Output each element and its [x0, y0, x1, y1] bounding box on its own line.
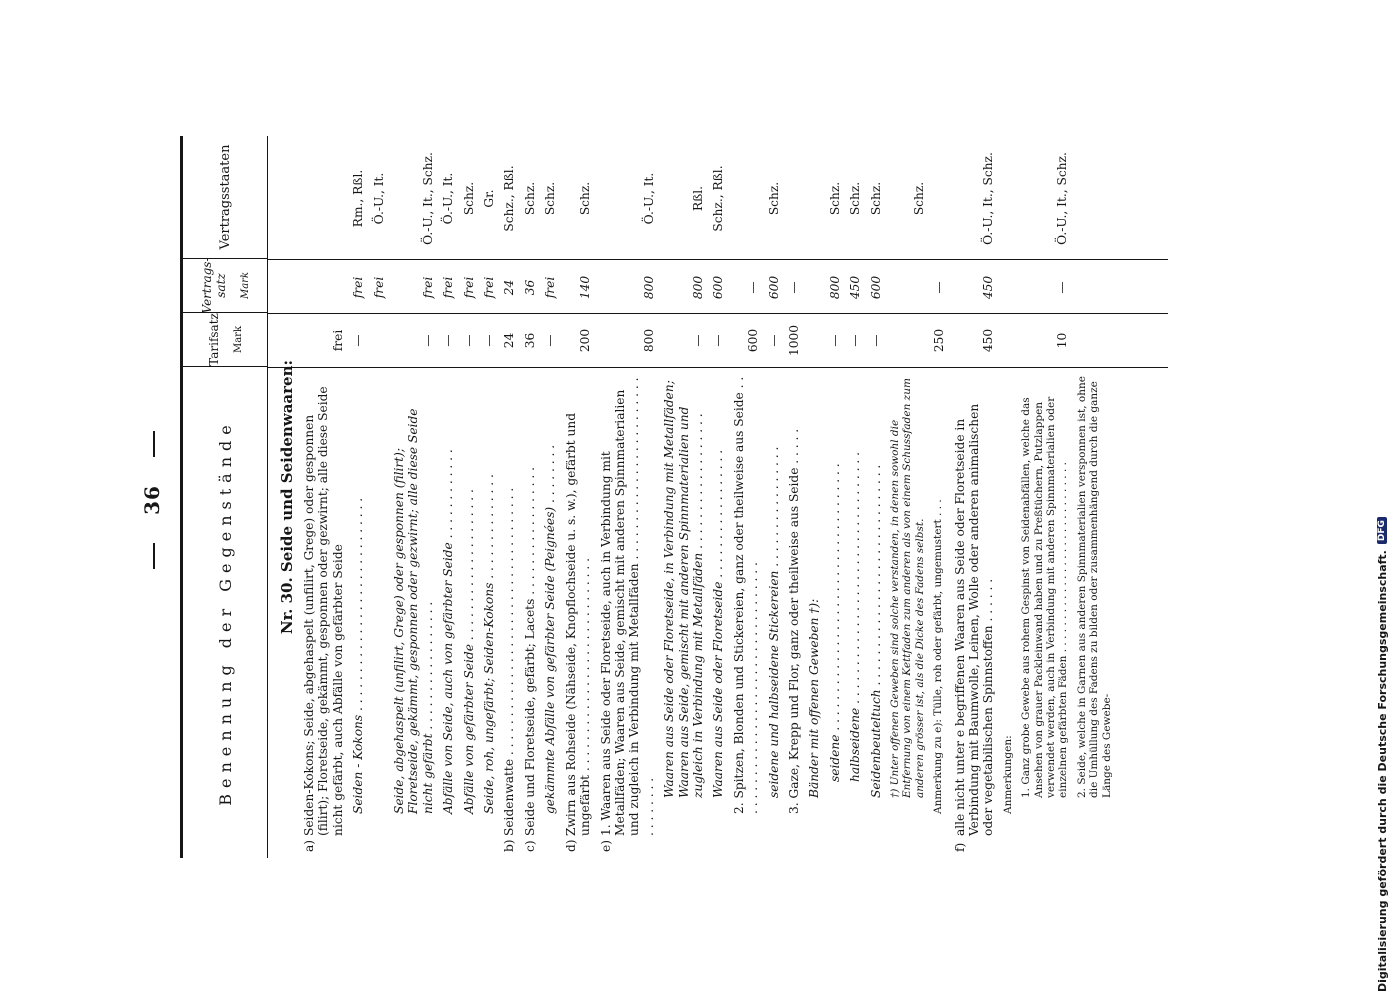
header-tariff-unit: Mark — [232, 325, 244, 354]
row-contract-states: Schz. — [578, 181, 593, 216]
row-text: 1. Waaren aus Seide oder Floretseide, auch in Verbindung mit Metallfäden; Waaren aus Seide, gemischt mit anderen Spinnmaterialien und zugleich in Verbindung mit Metallfäden . . . . . . . . . . . . . . . . . . . . . . . . . . . . . . . . — [598, 377, 656, 836]
header-contract-label: Vertrags-satz — [199, 257, 228, 314]
table-row — [848, 136, 862, 858]
row-description — [543, 367, 557, 858]
row-spacer — [1113, 136, 1119, 858]
row-description — [869, 367, 883, 858]
row-description — [807, 367, 821, 858]
row-label: a) — [302, 839, 316, 852]
row-contract-states: Schz., Rßl. — [502, 165, 517, 232]
row-tariff-rate: — — [351, 334, 366, 347]
row-description — [523, 367, 537, 858]
table-row — [767, 136, 781, 858]
entries — [276, 136, 1119, 858]
row-text: 1. Ganz grobe Gewebe aus rohem Gespinst von Seidenabfällen, welche das Ansehen von grauer Packleinwand haben und zu Preßtüchern, Putzlappen verwendet werden, auch in Verbindung mit anderen Spinnmaterialien oder einzelnen gefärbten Fäden . . . . . . . . . . . . . . . . . . . . . . . . . . . . . — [1020, 396, 1070, 798]
table-row — [523, 136, 537, 858]
row-description — [1020, 367, 1070, 858]
row-description — [767, 367, 781, 858]
table-row — [482, 136, 496, 858]
row-tariff-rate: — — [848, 334, 863, 347]
table-row — [787, 136, 801, 858]
row-contract-rate: 36 — [522, 279, 537, 296]
row-description — [848, 367, 862, 858]
row-tariff-rate: — — [690, 334, 705, 347]
row-description — [372, 367, 386, 858]
row-text: Abfälle von Seide, auch von gefärbter Seide . . . . . . . . . . . . — [441, 449, 456, 814]
table-row — [889, 136, 926, 858]
page-number — [140, 0, 164, 1000]
row-text: Anmerkung zu e): Tülle, roh oder gefärbt, ungemustert . . . — [932, 499, 945, 814]
row-contract-rate: 600 — [711, 275, 726, 300]
row-contract-rate: — — [932, 281, 947, 294]
row-contract-states: Rßl. — [690, 185, 705, 212]
row-description — [787, 367, 801, 858]
row-description — [564, 367, 593, 858]
table-row — [564, 136, 593, 858]
row-contract-rate: frei — [543, 276, 558, 299]
row-contract-states: Schz., Rßl. — [711, 165, 726, 232]
row-contract-rate: frei — [420, 276, 435, 299]
row-contract-rate: frei — [371, 276, 386, 299]
row-text: seidene . . . . . . . . . . . . . . . . . . . . . . . . . . . . . . . . . . . — [827, 463, 842, 782]
row-description — [1002, 367, 1014, 858]
row-text: 2. Seide, welche in Garnen aus anderen Spinnmaterialien versponnen ist, ohne die Umhüllung des Fadens zu bilden oder zusammenhängend durch die ganze Länge des Gewebe- — [1075, 376, 1113, 798]
row-contract-states: Schz. — [911, 181, 926, 216]
row-contract-states: Schz. — [522, 181, 537, 216]
row-tariff-rate: 250 — [932, 328, 947, 353]
row-text: Seide, roh, ungefärbt; Seiden-Kokons . . . . . . . . . . . . . . — [482, 474, 497, 814]
dash-right — [153, 431, 155, 457]
row-contract-states: Ö.-U., It., Schz. — [981, 152, 996, 245]
row-text: Seidenwatte . . . . . . . . . . . . . . . . . . . . . . . . . . . . . . . . . . . — [502, 487, 517, 836]
row-label: b) — [502, 839, 517, 852]
row-tariff-rate: — — [868, 334, 883, 347]
row-contract-states: Schz. — [461, 181, 476, 216]
row-contract-rate: 800 — [641, 275, 656, 300]
funding-note — [1375, 0, 1389, 1000]
row-contract-rate: 24 — [502, 279, 517, 296]
row-contract-rate: 140 — [578, 275, 593, 300]
tariff-table — [180, 136, 1168, 858]
page-number-text: 36 — [140, 485, 164, 515]
table-row — [462, 136, 476, 858]
table-row — [372, 136, 386, 858]
row-description — [441, 367, 455, 858]
table-row — [543, 136, 557, 858]
row-tariff-rate: — — [482, 334, 497, 347]
row-label: d) — [563, 839, 578, 852]
row-tariff-rate: — — [543, 334, 558, 347]
table-row — [302, 136, 345, 858]
row-contract-states: Gr. — [482, 189, 497, 208]
row-contract-states: Schz. — [543, 181, 558, 216]
table-row — [953, 136, 996, 858]
row-contract-states: Ö.-U., It. — [641, 172, 656, 225]
row-description — [889, 367, 926, 858]
dash-left — [153, 543, 155, 569]
row-tariff-rate: 600 — [746, 328, 761, 353]
row-contract-states: Schz. — [827, 181, 842, 216]
row-contract-rate: 600 — [868, 275, 883, 300]
table-header — [183, 136, 267, 858]
row-contract-states: Schz. — [766, 181, 781, 216]
row-tariff-rate: 24 — [502, 332, 517, 349]
row-tariff-rate: 800 — [641, 328, 656, 353]
row-tariff-rate: 10 — [1055, 332, 1070, 349]
row-contract-rate: — — [786, 281, 801, 294]
row-contract-rate: frei — [461, 276, 476, 299]
row-description — [932, 367, 946, 858]
header-contract-states: Vertragsstaaten — [217, 144, 233, 250]
row-description — [828, 367, 842, 858]
table-row — [1020, 136, 1070, 858]
row-description — [953, 367, 996, 858]
row-tariff-rate: 1000 — [786, 324, 801, 357]
row-text: Zwirn aus Rohseide (Nähseide, Knopflochseide u. s. w.), gefärbt und ungefärbt . . . . . . . . . . . . . . . . . . . . . . . . . . . . — [563, 412, 593, 836]
table-row — [662, 136, 705, 858]
row-text: seidene und halbseidene Stickereien . . . . . . . . . . . . . . . . — [766, 446, 781, 798]
row-text: Seide, abgehaspelt (unfilirt, Grege) oder gesponnen (filirt); Floretseide, gekämmt, gesponnen oder gezwirnt; alle diese Seide nicht gefärbt . . . . . . . . . . . . . . . . . — [392, 408, 435, 814]
row-contract-rate: 450 — [981, 275, 996, 300]
row-text: gekämmte Abfälle von gefärbter Seide (Peignées) . . . . . . . . — [543, 444, 558, 814]
table-body — [268, 136, 1168, 858]
row-contract-rate: frei — [441, 276, 456, 299]
row-text: Seiden-Kokons; Seide, abgehaspelt (unfilirt, Grege) oder gesponnen (filirt); Floretseide, gekämmt, gesponnen oder gezwirnt; alle diese Seide nicht gefärbt, auch Abfälle von gefärbter Seide — [302, 386, 345, 836]
row-contract-rate: frei — [351, 276, 366, 299]
row-description — [482, 367, 496, 858]
row-tariff-rate: — — [461, 334, 476, 347]
row-description — [392, 367, 435, 858]
row-label: c) — [522, 840, 537, 852]
table-row — [711, 136, 725, 858]
row-text: Seidenbeuteltuch . . . . . . . . . . . . . . . . . . . . . . . . . . . . . — [868, 464, 883, 798]
row-contract-states: Ö.-U., It. — [371, 172, 386, 225]
table-row — [807, 136, 821, 858]
row-text: Abfälle von gefärbter Seide . . . . . . . . . . . . . . . . . . . . — [461, 489, 476, 814]
row-label: e) — [598, 840, 613, 852]
header-tariff-rate — [183, 312, 267, 366]
table-row — [1002, 136, 1014, 858]
row-text: Anmerkungen: — [1001, 735, 1014, 814]
row-label: f) — [952, 842, 967, 852]
table-row — [932, 136, 946, 858]
row-contract-rate: 800 — [690, 275, 705, 300]
table-row — [732, 136, 761, 858]
row-description — [662, 367, 705, 858]
row-text: 2. Spitzen, Blonden und Stickereien, ganz oder theilweise aus Seide . . . . . . . . . . . . . . . . . . . . . . . . . . . . . . . . . . . — [731, 376, 761, 814]
section-title: Nr. 30. Seide und Seidenwaaren: — [278, 359, 296, 635]
row-contract-states: Ö.-U., It., Schz. — [1055, 152, 1070, 245]
header-contract-rate — [183, 258, 267, 312]
table-row — [599, 136, 657, 858]
row-text: alle nicht unter e begriffenen Waaren aus Seide oder Floretseide in Verbindung mit Baumwolle, Leinen, Wolle oder anderen animalischen oder vegetabilischen Spinnstoffen . . . . . . — [952, 403, 996, 836]
row-description — [302, 367, 345, 858]
row-tariff-rate: 450 — [981, 328, 996, 353]
row-contract-rate: 450 — [848, 275, 863, 300]
header-tariff-label: Tarifsatz — [206, 313, 221, 366]
funding-text: Digitalisierung gefördert durch die Deutsche Forschungsgemeinschaft. — [1375, 550, 1389, 992]
row-contract-states: Ö.-U., It. — [441, 172, 456, 225]
row-tariff-rate: 200 — [578, 328, 593, 353]
row-text: Seide und Floretseide, gefärbt; Lacets . . . . . . . . . . . . . . . . . — [522, 466, 537, 836]
row-contract-rate: — — [1055, 281, 1070, 294]
row-tariff-rate: frei — [330, 329, 345, 352]
row-text: Bänder mit offenen Geweben †): — [807, 598, 822, 798]
row-contract-rate: frei — [482, 276, 497, 299]
table-row — [869, 136, 883, 858]
table-row — [351, 136, 365, 858]
header-description: Benennung der Gegenstände — [183, 366, 267, 858]
row-contract-rate: 600 — [766, 275, 781, 300]
row-tariff-rate: — — [420, 334, 435, 347]
row-contract-rate: 800 — [827, 275, 842, 300]
row-tariff-rate: — — [711, 334, 726, 347]
row-text: Waaren aus Seide oder Floretseide . . . . . . . . . . . . . . . . . — [711, 449, 726, 798]
row-tariff-rate: — — [827, 334, 842, 347]
row-text: Waaren aus Seide oder Floretseide, in Verbindung mit Metallfäden; Waaren aus Seide, gemischt mit anderen Spinnmaterialien und zugleich in Verbindung mit Metallfäden . . . . . . . . . . . . . . . . . . — [662, 380, 705, 798]
row-contract-states: Schz. — [868, 181, 883, 216]
dfg-logo: DFG — [1377, 517, 1387, 544]
row-contract-rate: — — [746, 281, 761, 294]
row-text: 3. Gaze, Krepp und Flor, ganz oder theilweise aus Seide . . . . . — [786, 428, 801, 814]
row-description — [599, 367, 657, 858]
row-tariff-rate: — — [441, 334, 456, 347]
row-contract-states: Schz. — [848, 181, 863, 216]
table-row — [502, 136, 516, 858]
table-row — [441, 136, 455, 858]
table-row — [828, 136, 842, 858]
row-description — [1076, 367, 1113, 858]
row-contract-states: Ö.-U., It., Schz. — [420, 152, 435, 245]
row-description — [711, 367, 725, 858]
row-description — [732, 367, 761, 858]
row-text: Seiden - Kokons . . . . . . . . . . . . . . . . . . . . . . . . . . . . — [351, 497, 366, 814]
row-text: †) Unter offenen Geweben sind solche verstanden, in denen sowohl die Entfernung von einem Kettfaden zum anderen als von einem Schussfaden zum anderen grösser ist, als die Dicke des Fadens selbst. — [889, 378, 926, 798]
row-text: halbseidene . . . . . . . . . . . . . . . . . . . . . . . . . . . . . . . . . — [848, 452, 863, 782]
row-description — [351, 367, 365, 858]
row-description — [462, 367, 476, 858]
row-contract-states: Rm., Rßl. — [351, 169, 366, 228]
table-row — [392, 136, 435, 858]
row-tariff-rate: 36 — [522, 332, 537, 349]
header-contract-unit: Mark — [239, 271, 251, 300]
row-description — [502, 367, 516, 858]
row-tariff-rate: — — [766, 334, 781, 347]
table-row — [1076, 136, 1113, 858]
